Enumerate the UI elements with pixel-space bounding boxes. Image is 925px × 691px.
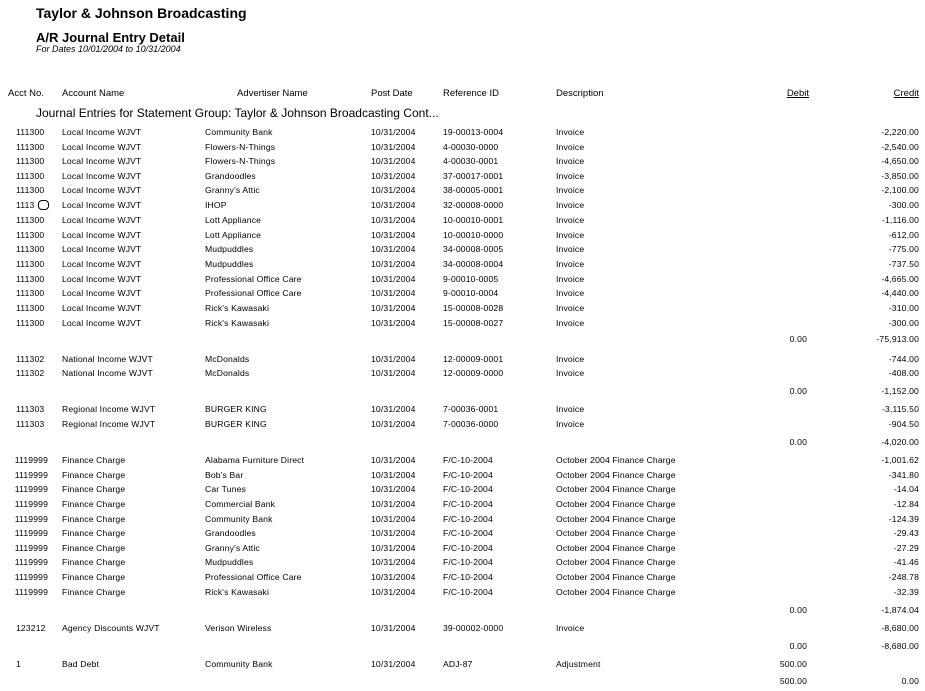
credit-cell: -27.29 (893, 543, 919, 553)
account-name-cell: Finance Charge (62, 514, 126, 524)
credit-cell: -14.04 (893, 484, 919, 494)
table-row (0, 587, 925, 601)
acct-cell: 111302 (16, 368, 45, 378)
acct-cell: 111300 (16, 142, 45, 152)
acct-cell: 111303 (16, 404, 45, 414)
description-cell: October 2004 Finance Charge (556, 514, 676, 524)
post-date-cell: 10/31/2004 (371, 528, 416, 538)
account-name-cell: Local Income WJVT (62, 156, 142, 166)
credit-cell: -737.50 (888, 259, 919, 269)
table-row (0, 557, 925, 571)
reference-cell: F/C-10-2004 (443, 470, 493, 480)
report-title: A/R Journal Entry Detail (36, 30, 185, 45)
cursor-icon (38, 200, 49, 210)
acct-cell: 111300 (16, 244, 45, 254)
credit-cell: -2,220.00 (881, 127, 919, 137)
debit-cell: 0.00 (789, 605, 807, 615)
acct-cell: 1119999 (14, 557, 48, 567)
table-row (0, 659, 925, 673)
column-header-post-date: Post Date (371, 88, 413, 99)
account-name-cell: Finance Charge (62, 484, 126, 494)
advertiser-cell: Granny's Attic (205, 543, 260, 553)
credit-cell: -2,540.00 (881, 142, 919, 152)
table-row (0, 543, 925, 557)
post-date-cell: 10/31/2004 (371, 288, 416, 298)
table-row (0, 470, 925, 484)
reference-cell: 4-00030-0001 (443, 156, 499, 166)
description-cell: October 2004 Finance Charge (556, 557, 676, 567)
account-name-cell: Local Income WJVT (62, 171, 142, 181)
reference-cell: 7-00036-0000 (443, 419, 499, 429)
acct-cell: 1119999 (14, 587, 48, 597)
acct-cell: 111300 (16, 318, 45, 328)
post-date-cell: 10/31/2004 (371, 259, 416, 269)
advertiser-cell: Professional Office Care (205, 274, 302, 284)
credit-cell: -3,115.50 (881, 404, 919, 414)
acct-cell: 111303 (16, 419, 45, 429)
table-row (0, 215, 925, 229)
account-name-cell: Local Income WJVT (62, 318, 142, 328)
post-date-cell: 10/31/2004 (371, 200, 416, 210)
description-cell: Invoice (556, 215, 585, 225)
reference-cell: 10-00010-0001 (443, 215, 504, 225)
post-date-cell: 10/31/2004 (371, 303, 416, 313)
table-row (0, 484, 925, 498)
credit-cell: -1,874.04 (881, 605, 919, 615)
post-date-cell: 10/31/2004 (371, 318, 416, 328)
advertiser-cell: Grandoodles (205, 528, 256, 538)
account-name-cell: Local Income WJVT (62, 127, 142, 137)
description-cell: Invoice (556, 623, 585, 633)
advertiser-cell: Community Bank (205, 514, 273, 524)
reference-cell: F/C-10-2004 (443, 484, 493, 494)
acct-cell: 111300 (16, 171, 45, 181)
advertiser-cell: Grandoodles (205, 171, 256, 181)
post-date-cell: 10/31/2004 (371, 499, 416, 509)
account-name-cell: Finance Charge (62, 499, 126, 509)
group-title: Journal Entries for Statement Group: Taylor & Johnson Broadcasting Cont... (36, 106, 439, 120)
acct-cell: 111300 (16, 185, 45, 195)
acct-cell: 111300 (16, 303, 45, 313)
acct-cell: 111300 (16, 215, 45, 225)
description-cell: Invoice (556, 244, 585, 254)
reference-cell: ADJ-87 (443, 659, 473, 669)
acct-cell: 123212 (16, 623, 46, 633)
post-date-cell: 10/31/2004 (371, 514, 416, 524)
credit-cell: -300.00 (888, 318, 919, 328)
advertiser-cell: BURGER KING (205, 404, 267, 414)
account-name-cell: Local Income WJVT (62, 288, 142, 298)
credit-cell: -2,100.00 (881, 185, 919, 195)
description-cell: October 2004 Finance Charge (556, 455, 676, 465)
advertiser-cell: Rick's Kawasaki (205, 318, 270, 328)
advertiser-cell: Flowers-N-Things (205, 156, 276, 166)
reference-cell: 12-00009-0000 (443, 368, 504, 378)
acct-cell: 1119999 (14, 572, 48, 582)
reference-cell: F/C-10-2004 (443, 543, 493, 553)
post-date-cell: 10/31/2004 (371, 185, 416, 195)
advertiser-cell: Rick's Kawasaki (205, 303, 270, 313)
account-name-cell: Local Income WJVT (62, 200, 142, 210)
advertiser-cell: Professional Office Care (205, 572, 302, 582)
acct-cell: 1 (16, 659, 21, 669)
advertiser-cell: Commercial Bank (205, 499, 276, 509)
description-cell: Invoice (556, 185, 585, 195)
credit-cell: -1,001.62 (881, 455, 919, 465)
advertiser-cell: Lott Appliance (205, 215, 262, 225)
reference-cell: 34-00008-0004 (443, 259, 504, 269)
account-name-cell: Finance Charge (62, 572, 126, 582)
credit-cell: -4,650.00 (881, 156, 919, 166)
table-row (0, 572, 925, 586)
credit-cell: -8,680.00 (881, 641, 919, 651)
reference-cell: F/C-10-2004 (443, 514, 493, 524)
reference-cell: 7-00036-0001 (443, 404, 499, 414)
credit-cell: -310.00 (888, 303, 919, 313)
post-date-cell: 10/31/2004 (371, 455, 416, 465)
column-header-reference: Reference ID (443, 88, 499, 99)
reference-cell: 4-00030-0000 (443, 142, 499, 152)
reference-cell: 34-00008-0005 (443, 244, 504, 254)
reference-cell: 10-00010-0000 (443, 230, 504, 240)
acct-cell: 1119999 (14, 543, 48, 553)
account-name-cell: Bad Debt (62, 659, 100, 669)
reference-cell: 9-00010-0004 (443, 288, 499, 298)
acct-cell: 1119999 (14, 470, 48, 480)
description-cell: Invoice (556, 303, 585, 313)
post-date-cell: 10/31/2004 (371, 244, 416, 254)
column-header-account-name: Account Name (62, 88, 125, 99)
debit-cell: 0.00 (789, 641, 807, 651)
post-date-cell: 10/31/2004 (371, 484, 416, 494)
table-row (0, 127, 925, 141)
advertiser-cell: Bob's Bar (205, 470, 244, 480)
advertiser-cell: Community Bank (205, 659, 273, 669)
table-row (0, 171, 925, 185)
description-cell: October 2004 Finance Charge (556, 484, 676, 494)
post-date-cell: 10/31/2004 (371, 572, 416, 582)
description-cell: Invoice (556, 288, 585, 298)
post-date-cell: 10/31/2004 (371, 419, 416, 429)
description-cell: Invoice (556, 142, 585, 152)
table-row (0, 230, 925, 244)
description-cell: October 2004 Finance Charge (556, 543, 676, 553)
table-row (0, 156, 925, 170)
table-row (0, 623, 925, 637)
reference-cell: 15-00008-0028 (443, 303, 504, 313)
company-name: Taylor & Johnson Broadcasting (36, 5, 247, 21)
credit-cell: 0.00 (901, 676, 919, 686)
description-cell: Invoice (556, 156, 585, 166)
account-name-cell: Local Income WJVT (62, 185, 142, 195)
credit-cell: -300.00 (888, 200, 919, 210)
table-row (0, 303, 925, 317)
subtotal-row (0, 641, 925, 655)
account-name-cell: Finance Charge (62, 543, 126, 553)
description-cell: Invoice (556, 230, 585, 240)
debit-cell: 0.00 (789, 386, 807, 396)
acct-cell: 111300 (16, 288, 45, 298)
post-date-cell: 10/31/2004 (371, 354, 416, 364)
description-cell: October 2004 Finance Charge (556, 499, 676, 509)
description-cell: Adjustment (556, 659, 601, 669)
advertiser-cell: BURGER KING (205, 419, 267, 429)
reference-cell: 32-00008-0000 (443, 200, 504, 210)
description-cell: October 2004 Finance Charge (556, 572, 676, 582)
table-row (0, 455, 925, 469)
advertiser-cell: Verison Wireless (205, 623, 272, 633)
account-name-cell: Local Income WJVT (62, 215, 142, 225)
acct-cell: 111300 (16, 230, 45, 240)
acct-cell: 1119999 (14, 499, 48, 509)
post-date-cell: 10/31/2004 (371, 368, 416, 378)
reference-cell: 9-00010-0005 (443, 274, 499, 284)
advertiser-cell: Car Tunes (205, 484, 246, 494)
description-cell: Invoice (556, 127, 585, 137)
date-range: For Dates 10/01/2004 to 10/31/2004 (36, 44, 181, 54)
acct-cell: 1119999 (14, 528, 48, 538)
debit-cell: 500.00 (779, 659, 807, 669)
description-cell: Invoice (556, 274, 585, 284)
credit-cell: -75,913.00 (876, 334, 919, 344)
credit-cell: -612.00 (888, 230, 919, 240)
post-date-cell: 10/31/2004 (371, 215, 416, 225)
acct-cell: 111300 (16, 127, 45, 137)
post-date-cell: 10/31/2004 (371, 470, 416, 480)
credit-cell: -29.43 (893, 528, 919, 538)
reference-cell: F/C-10-2004 (443, 572, 493, 582)
advertiser-cell: Mudpuddles (205, 244, 254, 254)
table-row (0, 142, 925, 156)
table-row (0, 514, 925, 528)
post-date-cell: 10/31/2004 (371, 404, 416, 414)
table-row (0, 368, 925, 382)
credit-cell: -1,116.00 (881, 215, 919, 225)
table-row (0, 318, 925, 332)
post-date-cell: 10/31/2004 (371, 659, 416, 669)
advertiser-cell: McDonalds (205, 354, 250, 364)
account-name-cell: Finance Charge (62, 470, 126, 480)
credit-cell: -41.46 (893, 557, 919, 567)
description-cell: Invoice (556, 318, 585, 328)
table-row (0, 288, 925, 302)
post-date-cell: 10/31/2004 (371, 543, 416, 553)
description-cell: October 2004 Finance Charge (556, 587, 676, 597)
reference-cell: 15-00008-0027 (443, 318, 504, 328)
post-date-cell: 10/31/2004 (371, 587, 416, 597)
description-cell: Invoice (556, 354, 585, 364)
description-cell: Invoice (556, 200, 585, 210)
column-header-description: Description (556, 88, 604, 99)
post-date-cell: 10/31/2004 (371, 557, 416, 567)
acct-cell: 1119999 (14, 484, 48, 494)
account-name-cell: National Income WJVT (62, 354, 153, 364)
debit-cell: 500.00 (779, 676, 807, 686)
post-date-cell: 10/31/2004 (371, 156, 416, 166)
credit-cell: -4,665.00 (881, 274, 919, 284)
reference-cell: F/C-10-2004 (443, 528, 493, 538)
acct-cell: 111300 (16, 259, 45, 269)
acct-cell: 1119999 (14, 514, 48, 524)
account-name-cell: Regional Income WJVT (62, 404, 156, 414)
debit-cell: 0.00 (789, 437, 807, 447)
account-name-cell: Local Income WJVT (62, 142, 142, 152)
subtotal-row (0, 334, 925, 348)
advertiser-cell: Professional Office Care (205, 288, 302, 298)
subtotal-row (0, 386, 925, 400)
table-row (0, 259, 925, 273)
advertiser-cell: McDonalds (205, 368, 250, 378)
credit-cell: -3,850.00 (881, 171, 919, 181)
reference-cell: 39-00002-0000 (443, 623, 504, 633)
advertiser-cell: Mudpuddles (205, 557, 254, 567)
debit-cell: 0.00 (789, 334, 807, 344)
acct-cell: 1113 (16, 200, 35, 210)
credit-cell: -124.39 (888, 514, 919, 524)
advertiser-cell: Community Bank (205, 127, 273, 137)
acct-cell: 1119999 (14, 455, 48, 465)
advertiser-cell: Flowers-N-Things (205, 142, 276, 152)
reference-cell: 37-00017-0001 (443, 171, 504, 181)
post-date-cell: 10/31/2004 (371, 274, 416, 284)
table-row (0, 419, 925, 433)
reference-cell: F/C-10-2004 (443, 499, 493, 509)
acct-cell: 111300 (16, 156, 45, 166)
credit-cell: -12.84 (893, 499, 919, 509)
column-header-debit: Debit (786, 88, 809, 99)
credit-cell: -4,440.00 (881, 288, 919, 298)
account-name-cell: Regional Income WJVT (62, 419, 156, 429)
account-name-cell: Local Income WJVT (62, 230, 142, 240)
reference-cell: F/C-10-2004 (443, 557, 493, 567)
reference-cell: F/C-10-2004 (443, 455, 493, 465)
description-cell: Invoice (556, 171, 585, 181)
credit-cell: -341.80 (888, 470, 919, 480)
credit-cell: -248.78 (888, 572, 919, 582)
advertiser-cell: Granny's Attic (205, 185, 260, 195)
account-name-cell: National Income WJVT (62, 368, 153, 378)
subtotal-row (0, 676, 925, 690)
table-row (0, 404, 925, 418)
credit-cell: -8,680.00 (881, 623, 919, 633)
advertiser-cell: IHOP (205, 200, 227, 210)
account-name-cell: Local Income WJVT (62, 259, 142, 269)
advertiser-cell: Mudpuddles (205, 259, 254, 269)
credit-cell: -32.39 (893, 587, 919, 597)
post-date-cell: 10/31/2004 (371, 230, 416, 240)
reference-cell: 12-00009-0001 (443, 354, 504, 364)
credit-cell: -1,152.00 (881, 386, 919, 396)
post-date-cell: 10/31/2004 (371, 142, 416, 152)
credit-cell: -904.50 (888, 419, 919, 429)
account-name-cell: Local Income WJVT (62, 244, 142, 254)
acct-cell: 111300 (16, 274, 45, 284)
description-cell: Invoice (556, 259, 585, 269)
description-cell: Invoice (556, 404, 585, 414)
post-date-cell: 10/31/2004 (371, 623, 416, 633)
reference-cell: F/C-10-2004 (443, 587, 493, 597)
account-name-cell: Agency Discounts WJVT (62, 623, 160, 633)
account-name-cell: Finance Charge (62, 455, 126, 465)
account-name-cell: Finance Charge (62, 528, 126, 538)
subtotal-row (0, 605, 925, 619)
table-row (0, 274, 925, 288)
acct-cell: 111302 (16, 354, 45, 364)
reference-cell: 38-00005-0001 (443, 185, 504, 195)
table-row (0, 354, 925, 368)
table-row (0, 499, 925, 513)
advertiser-cell: Lott Appliance (205, 230, 262, 240)
post-date-cell: 10/31/2004 (371, 127, 416, 137)
description-cell: Invoice (556, 368, 585, 378)
credit-cell: -775.00 (888, 244, 919, 254)
account-name-cell: Local Income WJVT (62, 303, 142, 313)
credit-cell: -408.00 (888, 368, 919, 378)
post-date-cell: 10/31/2004 (371, 171, 416, 181)
table-row (0, 185, 925, 199)
account-name-cell: Local Income WJVT (62, 274, 142, 284)
account-name-cell: Finance Charge (62, 557, 126, 567)
reference-cell: 19-00013-0004 (443, 127, 504, 137)
column-header-acct: Acct No. (8, 88, 44, 99)
description-cell: October 2004 Finance Charge (556, 528, 676, 538)
column-header-credit: Credit (893, 88, 919, 99)
description-cell: October 2004 Finance Charge (556, 470, 676, 480)
advertiser-cell: Rick's Kawasaki (205, 587, 270, 597)
credit-cell: -4,020.00 (881, 437, 919, 447)
credit-cell: -744.00 (888, 354, 919, 364)
table-row (0, 528, 925, 542)
account-name-cell: Finance Charge (62, 587, 126, 597)
subtotal-row (0, 437, 925, 451)
column-header-advertiser: Advertiser Name (237, 88, 308, 99)
table-row (0, 200, 925, 214)
advertiser-cell: Alabama Furniture Direct (205, 455, 305, 465)
table-row (0, 244, 925, 258)
description-cell: Invoice (556, 419, 585, 429)
